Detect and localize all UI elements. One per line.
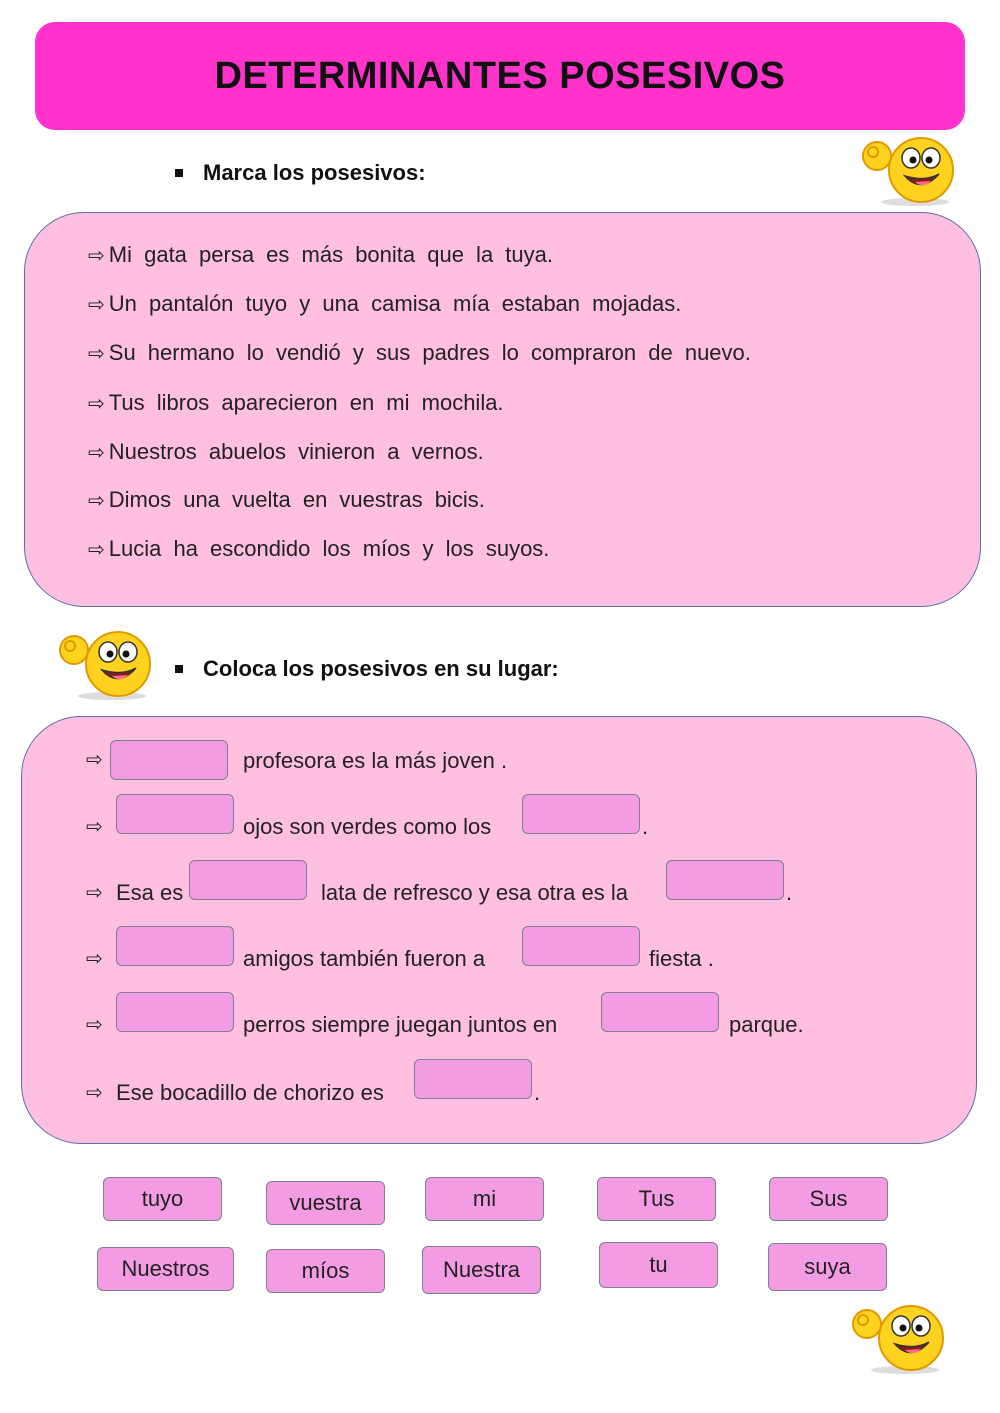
drop-blank[interactable] xyxy=(189,860,307,900)
sentence-1[interactable]: ⇨ Mi gata persa es más bonita que la tuya. xyxy=(88,242,553,267)
bullet-icon xyxy=(175,169,183,177)
row-text: fiesta . xyxy=(649,946,714,971)
drop-blank[interactable] xyxy=(601,992,719,1032)
arrow-icon: ⇨ xyxy=(86,1014,103,1036)
section2-heading xyxy=(175,656,559,682)
section2-heading-text: Coloca los posesivos en su lugar: xyxy=(203,656,559,681)
sentence-4[interactable]: ⇨ Tus libros aparecieron en mi mochila. xyxy=(88,390,504,415)
word-tile[interactable]: Nuestra xyxy=(422,1246,541,1294)
drop-blank[interactable] xyxy=(116,992,234,1032)
row-text: . xyxy=(642,814,649,839)
row-text: Ese bocadillo de chorizo es xyxy=(116,1080,384,1105)
arrow-icon: ⇨ xyxy=(88,343,105,365)
row-text: . xyxy=(534,1080,541,1105)
fill-row-1 xyxy=(86,738,966,782)
word-tile[interactable]: Tus xyxy=(597,1177,716,1221)
row-text: profesora es la más joven . xyxy=(243,748,508,773)
arrow-icon: ⇨ xyxy=(86,749,103,771)
fill-row-4 xyxy=(86,924,966,971)
drop-blank[interactable] xyxy=(110,740,228,780)
arrow-icon: ⇨ xyxy=(86,948,103,970)
word-tile[interactable]: tu xyxy=(599,1242,718,1288)
row-text: parque. xyxy=(729,1012,804,1037)
sentence-5[interactable]: ⇨ Nuestros abuelos vinieron a vernos. xyxy=(88,439,484,464)
arrow-icon: ⇨ xyxy=(88,442,105,464)
arrow-icon: ⇨ xyxy=(86,882,103,904)
fill-row-6 xyxy=(86,1056,966,1105)
title-banner xyxy=(35,22,965,130)
row-text: Esa es xyxy=(116,880,184,905)
sentence-2[interactable]: ⇨ Un pantalón tuyo y una camisa mía estaban mojadas. xyxy=(88,291,682,316)
word-tile[interactable]: mi xyxy=(425,1177,544,1221)
drop-blank[interactable] xyxy=(414,1059,532,1099)
word-tile[interactable]: Sus xyxy=(769,1177,888,1221)
word-tile[interactable]: suya xyxy=(768,1243,887,1291)
fill-row-3 xyxy=(86,858,966,905)
smiley-ok-icon xyxy=(52,626,157,701)
drop-blank[interactable] xyxy=(522,926,640,966)
arrow-icon: ⇨ xyxy=(88,539,105,561)
arrow-icon: ⇨ xyxy=(86,816,103,838)
section1-heading xyxy=(175,160,426,186)
drop-blank[interactable] xyxy=(522,794,640,834)
word-tile[interactable]: tuyo xyxy=(103,1177,222,1221)
sentence-6[interactable]: ⇨ Dimos una vuelta en vuestras bicis. xyxy=(88,487,485,512)
drop-blank[interactable] xyxy=(116,926,234,966)
bullet-icon xyxy=(175,665,183,673)
row-text: perros siempre juegan juntos en xyxy=(243,1012,558,1037)
row-text: ojos son verdes como los xyxy=(243,814,492,839)
arrow-icon: ⇨ xyxy=(88,294,105,316)
arrow-icon: ⇨ xyxy=(88,393,105,415)
sentence-3[interactable]: ⇨ Su hermano lo vendió y sus padres lo compraron de nuevo. xyxy=(88,340,751,365)
row-text: lata de refresco y esa otra es la xyxy=(321,880,628,905)
smiley-ok-icon xyxy=(855,132,960,207)
fill-row-2 xyxy=(86,792,966,839)
row-text: . xyxy=(786,880,793,905)
smiley-ok-icon xyxy=(845,1300,950,1375)
page-title: DETERMINANTES POSESIVOS xyxy=(214,54,786,97)
section1-heading-text: Marca los posesivos: xyxy=(203,160,426,185)
arrow-icon: ⇨ xyxy=(88,245,105,267)
drop-blank[interactable] xyxy=(666,860,784,900)
fill-row-5 xyxy=(86,990,966,1037)
row-text: amigos también fueron a xyxy=(243,946,486,971)
word-tile[interactable]: Nuestros xyxy=(97,1247,234,1291)
word-tile[interactable]: vuestra xyxy=(266,1181,385,1225)
arrow-icon: ⇨ xyxy=(86,1082,103,1104)
sentence-7[interactable]: ⇨ Lucia ha escondido los míos y los suyos. xyxy=(88,536,550,561)
arrow-icon: ⇨ xyxy=(88,490,105,512)
word-tile[interactable]: míos xyxy=(266,1249,385,1293)
drop-blank[interactable] xyxy=(116,794,234,834)
